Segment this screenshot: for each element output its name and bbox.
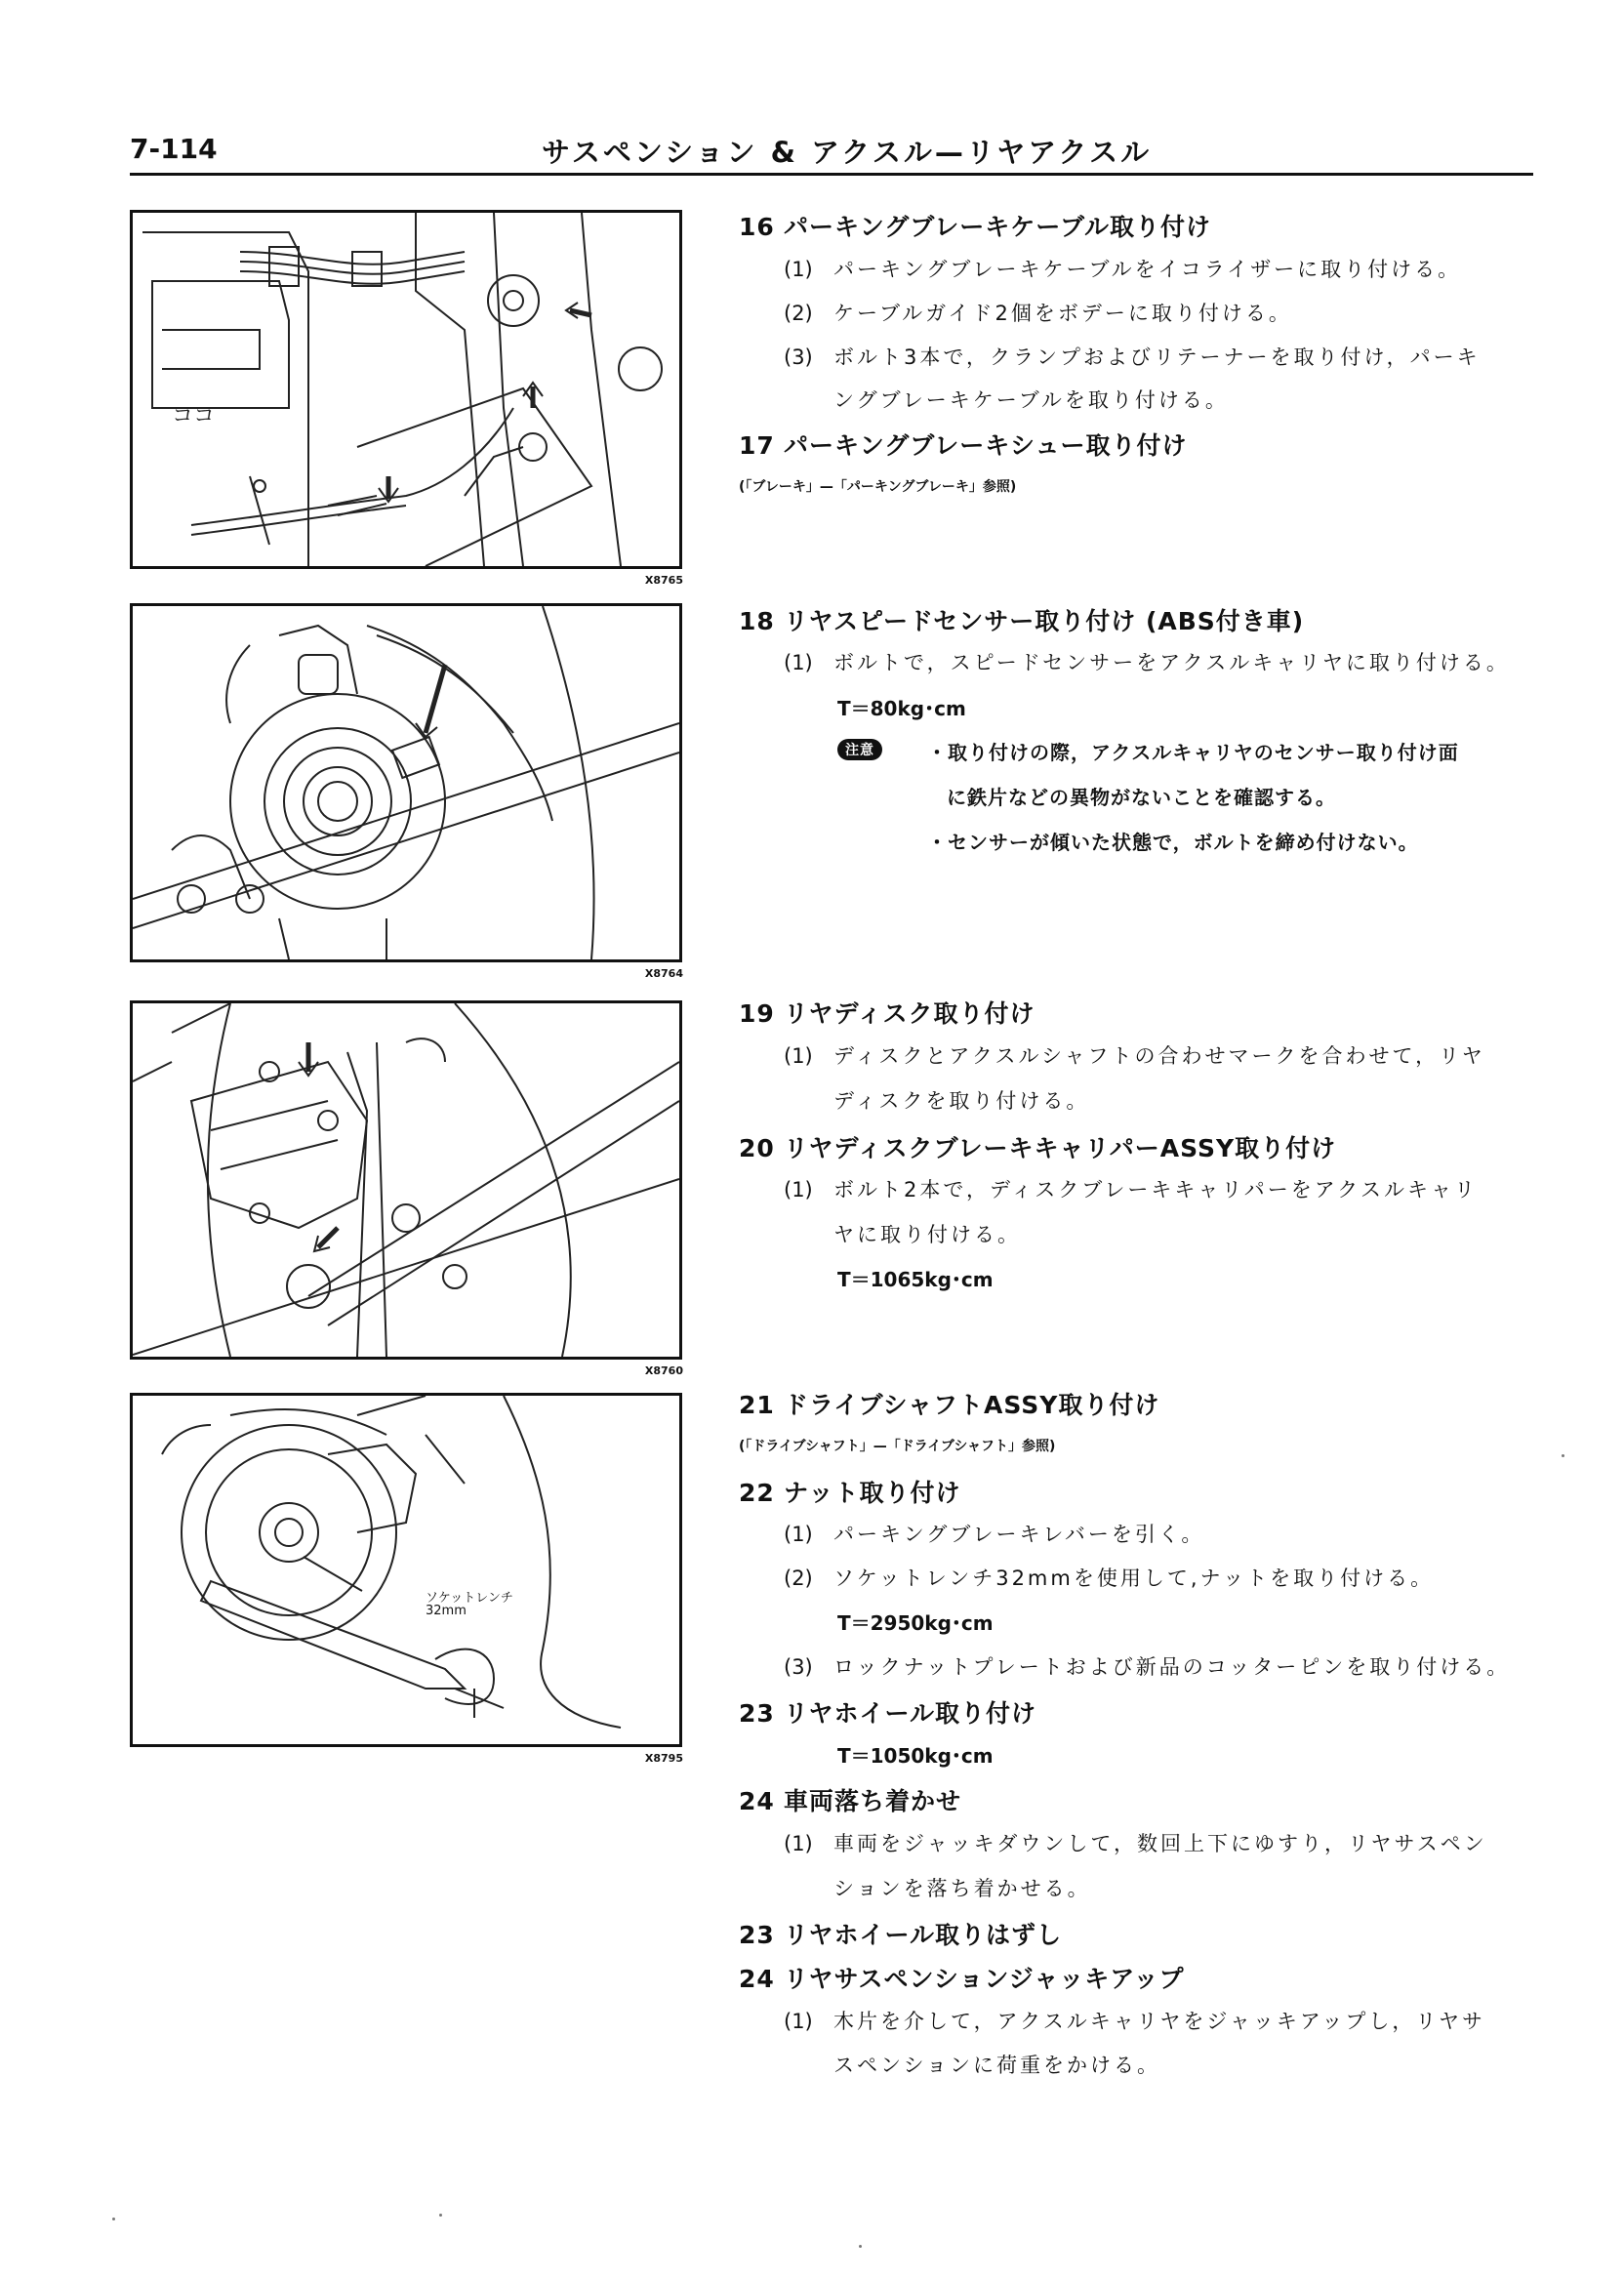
scan-speck	[112, 2218, 115, 2220]
header-rule	[130, 173, 1533, 176]
step-heading: 24 車両落ち着かせ	[739, 1787, 962, 1815]
caution-note-continuation: に鉄片などの異物がないことを確認する。	[947, 786, 1336, 809]
step-heading: 23 リヤホイール取り付け	[739, 1699, 1037, 1728]
step-heading: 22 ナット取り付け	[739, 1479, 961, 1507]
page-number: 7-114	[130, 133, 218, 165]
step-heading: 20 リヤディスクブレーキキャリパーASSY取り付け	[739, 1134, 1337, 1162]
torque-spec: T＝1050kg･cm	[837, 1744, 994, 1768]
torque-spec: T＝80kg･cm	[837, 697, 966, 720]
sub-step: (1) ボルトで，スピードセンサーをアクスルキャリヤに取り付ける。	[784, 651, 1510, 674]
caution-note: ・センサーが傾いた状態で，ボルトを締め付けない。	[927, 831, 1419, 854]
sub-step: (1) ボルト2本で，ディスクブレーキキャリパーをアクスルキャリ	[784, 1178, 1478, 1201]
sub-step: (3) ロックナットプレートおよび新品のコッターピンを取り付ける。	[784, 1655, 1511, 1679]
figure-code: X8795	[644, 1752, 683, 1765]
sub-step-continuation: スペンションに荷重をかける。	[833, 2054, 1161, 2077]
step-heading: 21 ドライブシャフトASSY取り付け	[739, 1391, 1160, 1419]
figure-label: 32mm	[426, 1604, 467, 1618]
torque-spec: T＝2950kg･cm	[837, 1611, 994, 1635]
caution-note: ・取り付けの際，アクスルキャリヤのセンサー取り付け面	[927, 741, 1459, 764]
step-heading: 24 リヤサスペンションジャッキアップ	[739, 1965, 1185, 1993]
figure-label: ソケットレンチ	[426, 1591, 513, 1606]
sub-step: (2) ソケットレンチ32mmを使用して,ナットを取り付ける。	[784, 1567, 1435, 1590]
reference-note: (「ブレーキ」—「パーキングブレーキ」参照)	[739, 479, 1017, 495]
sub-step: (3) ボルト3本で，クランプおよびリテーナーを取り付け，パーキ	[784, 346, 1481, 369]
figure-parking-cable	[130, 210, 682, 569]
scan-speck	[1562, 1454, 1564, 1457]
step-heading: 18 リヤスピードセンサー取り付け (ABS付き車)	[739, 607, 1305, 635]
section-title: サスペンション & アクスル—リヤアクスル	[542, 136, 1153, 169]
caution-badge: 注意	[837, 739, 882, 760]
sub-step-continuation: ションを落ち着かせる。	[833, 1877, 1091, 1900]
figure-speed-sensor	[130, 603, 682, 962]
figure-socket-wrench	[130, 1393, 682, 1747]
step-heading: 19 リヤディスク取り付け	[739, 999, 1035, 1028]
sub-step: (2) ケーブルガイド2個をボデーに取り付ける。	[784, 302, 1292, 325]
step-heading: 23 リヤホイール取りはずし	[739, 1921, 1063, 1949]
step-heading: 17 パーキングブレーキシュー取り付け	[739, 431, 1188, 460]
sub-step-continuation: ングブレーキケーブルを取り付ける。	[833, 388, 1229, 412]
step-heading: 16 パーキングブレーキケーブル取り付け	[739, 213, 1212, 241]
figure-code: X8765	[644, 574, 683, 587]
sub-step-continuation: ディスクを取り付ける。	[833, 1089, 1090, 1113]
scan-speck	[439, 2214, 442, 2217]
scan-speck	[859, 2245, 862, 2248]
reference-note: (「ドライブシャフト」—「ドライブシャフト」参照)	[739, 1439, 1056, 1454]
sub-step: (1) ディスクとアクスルシャフトの合わせマークを合わせて，リヤ	[784, 1044, 1485, 1068]
sub-step: (1) パーキングブレーキケーブルをイコライザーに取り付ける。	[784, 258, 1462, 281]
sub-step-continuation: ヤに取り付ける。	[833, 1223, 1021, 1246]
torque-spec: T＝1065kg･cm	[837, 1268, 994, 1291]
svg-text:ココ: ココ	[172, 404, 216, 428]
sub-step: (1) 車両をジャッキダウンして，数回上下にゆすり，リヤサスペン	[784, 1832, 1487, 1855]
sub-step: (1) パーキングブレーキレバーを引く。	[784, 1523, 1205, 1546]
sub-step: (1) 木片を介して，アクスルキャリヤをジャッキアップし，リヤサ	[784, 2010, 1486, 2033]
figure-code: X8764	[644, 967, 683, 980]
figure-disc-caliper	[130, 1000, 682, 1360]
figure-code: X8760	[644, 1364, 683, 1377]
